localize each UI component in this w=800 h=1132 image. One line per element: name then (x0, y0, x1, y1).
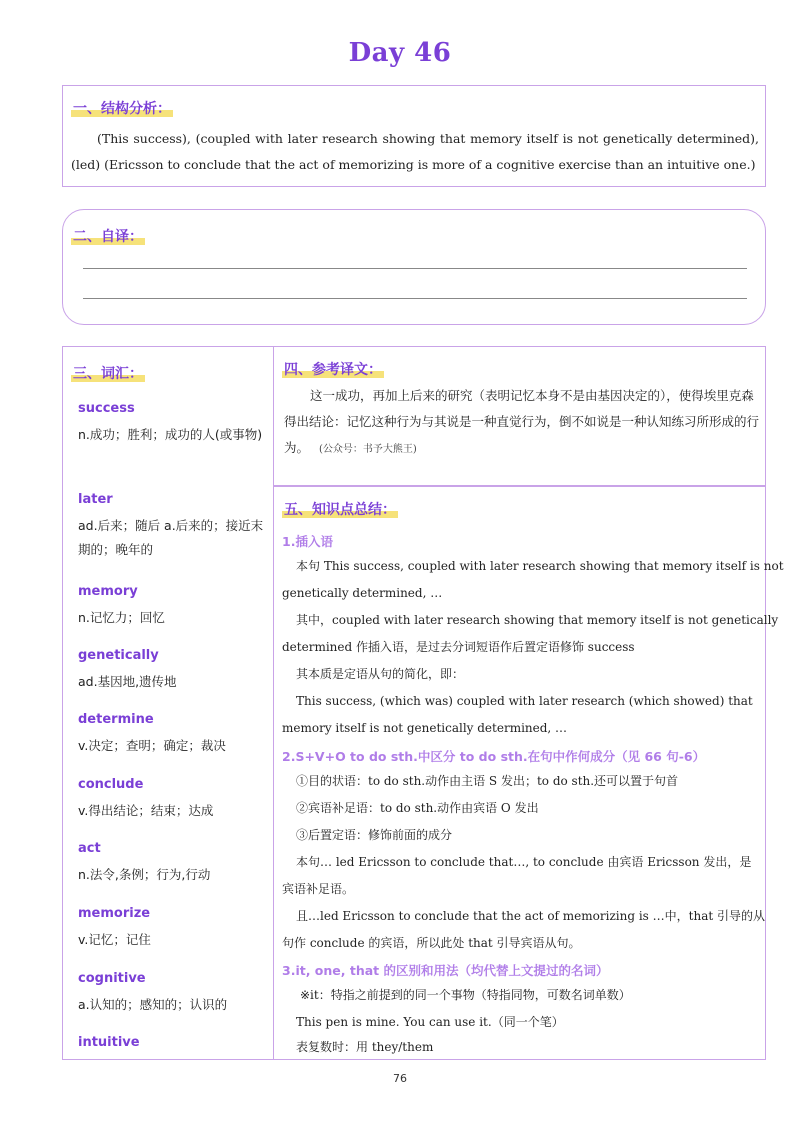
vocab-word: cognitive (78, 971, 146, 986)
knowledge-subheading: 2.S+V+O to do sth.中区分 to do sth.在句中作何成分（见 66 句-6） (282, 749, 706, 764)
page-title: Day 46 (348, 38, 452, 68)
vocab-word: act (78, 841, 101, 856)
structure-heading: 一、结构分析： (73, 101, 171, 117)
knowledge-line: 其本质是定语从句的简化，即： (296, 667, 465, 681)
vocab-definition: ad.后来；随后 a.后来的；接近末期的；晚年的 (78, 518, 264, 557)
vocab-word: memorize (78, 906, 151, 921)
structure-text: (This success), (coupled with later research showing that memory itself is not genetically determined), (led) (Ericsson to conclude that the act of memorizing is more of a cognitive exercise than an intuitive one.) (71, 131, 759, 172)
writing-line[interactable] (83, 268, 747, 269)
knowledge-line: ※it：特指之前提到的同一个事物（特指同物，可数名词单数） (300, 988, 631, 1002)
knowledge-line: ③后置定语：修饰前面的成分 (296, 828, 453, 842)
knowledge-line: This success, (which was) coupled with later research (which showed) that (296, 694, 753, 708)
vocab-definition: n.成功；胜利；成功的人(或事物) (78, 427, 263, 442)
vocab-definition: a.认知的；感知的；认识的 (78, 997, 228, 1012)
knowledge-line: 句作 conclude 的宾语，所以此处 that 引导宾语从句。 (282, 936, 581, 950)
knowledge-summary-box (273, 486, 784, 1060)
reference-heading: 四、参考译文： (284, 362, 382, 378)
page-number: 76 (393, 1072, 407, 1085)
knowledge-line: ②宾语补足语：to do sth.动作由宾语 O 发出 (296, 801, 539, 815)
vocabulary-heading: 三、词汇： (73, 366, 143, 382)
knowledge-line: 其中，coupled with later research showing that memory itself is not genetically (296, 613, 779, 627)
self-translation-box[interactable] (62, 209, 766, 325)
knowledge-heading: 五、知识点总结： (284, 502, 396, 518)
vocab-word: later (78, 492, 113, 507)
vocab-word: success (78, 401, 135, 416)
reference-source: (公众号：书予大熊王) (319, 444, 417, 455)
knowledge-line: 且…led Ericsson to conclude that the act of memorizing is …中，that 引导的从 (296, 909, 765, 923)
knowledge-line: determined 作插入语，是过去分词短语作后置定语修饰 success (282, 640, 635, 654)
knowledge-line: ①目的状语：to do sth.动作由主语 S 发出；to do sth.还可以置于句首 (296, 774, 679, 788)
writing-line[interactable] (83, 298, 747, 299)
vocab-word: determine (78, 712, 154, 727)
reference-text: 这一成功，再加上后来的研究（表明记忆本身不是由基因决定的），使得埃里克森得出结论：记忆这种行为与其说是一种直觉行为，倒不如说是一种认知练习所形成的行为。 (公众号：书予大熊王) (284, 388, 760, 455)
vocab-word: conclude (78, 777, 144, 792)
vocab-definition: v.得出结论；结束；达成 (78, 803, 214, 818)
vocab-definition: v.记忆；记住 (78, 932, 151, 947)
knowledge-line: genetically determined, … (282, 586, 443, 600)
vocab-definition: ad.基因地,遗传地 (78, 674, 177, 689)
vocab-definition: v.决定；查明；确定；裁决 (78, 738, 226, 753)
vocab-word: memory (78, 584, 138, 599)
reference-translation-box (273, 346, 766, 486)
vocabulary-box (62, 346, 274, 1060)
vocab-word: genetically (78, 648, 159, 663)
knowledge-line: This pen is mine. You can use it.（同一个笔） (296, 1015, 564, 1029)
self-translation-heading: 二、自译： (73, 229, 143, 245)
knowledge-line: memory itself is not genetically determined, … (282, 721, 568, 735)
vocab-definition: n.记忆力；回忆 (78, 610, 165, 625)
knowledge-line: 本句… led Ericsson to conclude that…, to conclude 由宾语 Ericsson 发出，是 (296, 855, 752, 869)
knowledge-line: 宾语补足语。 (282, 882, 355, 896)
knowledge-subheading: 3.it, one, that 的区别和用法（均代替上文提过的名词） (282, 963, 609, 978)
vocab-definition: n.法令,条例；行为,行动 (78, 867, 211, 882)
knowledge-subheading: 1.插入语 (282, 534, 333, 549)
structure-analysis-box (62, 85, 766, 187)
vocab-word: intuitive (78, 1035, 140, 1050)
knowledge-line: 表复数时：用 they/them (296, 1040, 434, 1054)
knowledge-line: 本句 This success, coupled with later research showing that memory itself is not (296, 559, 784, 573)
